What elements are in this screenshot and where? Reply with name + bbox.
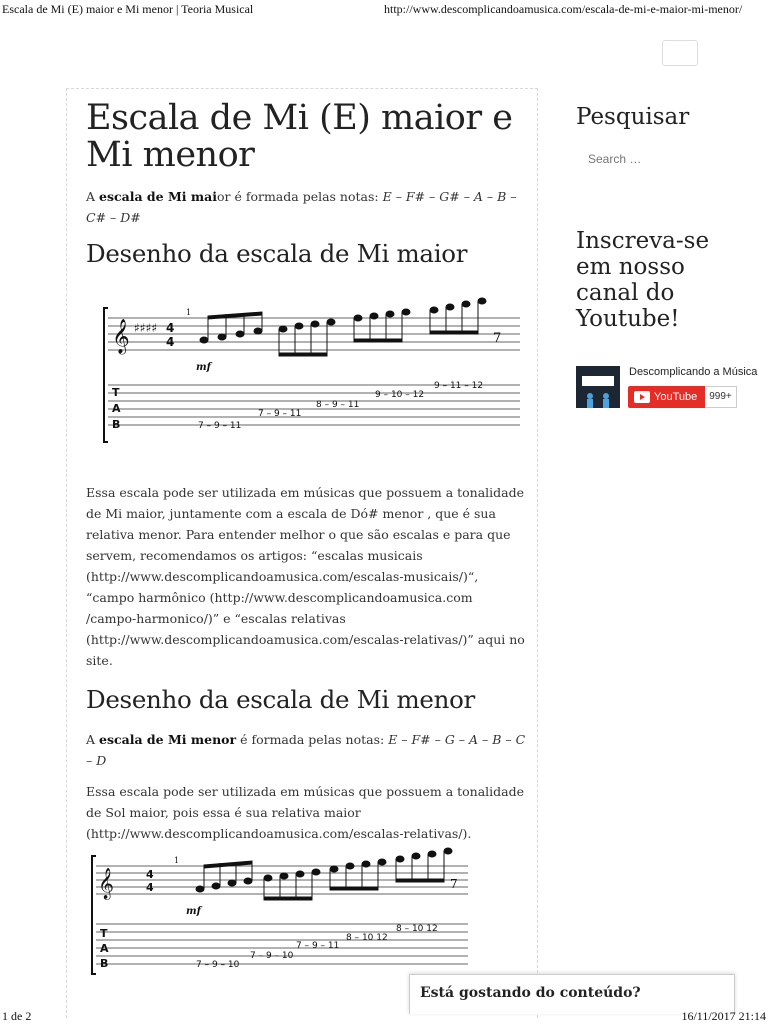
tab-fret-group: 8 – 9 – 11	[316, 400, 360, 410]
tab-label-b: B	[100, 957, 109, 970]
subscribe-widget-title: Inscreva-se em nosso canal do Youtube!	[576, 228, 710, 332]
print-page-number: 1 de 2	[2, 1009, 32, 1023]
treble-clef-icon: 𝄞	[98, 868, 114, 899]
tab-fret-group: 8 – 10 12	[346, 933, 388, 943]
youtube-subscribe-button[interactable]	[628, 386, 705, 408]
key-signature: ♯♯♯♯	[134, 321, 158, 335]
tab-label-t: T	[112, 386, 120, 399]
search-input[interactable]	[576, 148, 726, 170]
measure-number: 1	[186, 308, 192, 317]
score-minor	[88, 846, 472, 978]
tab-label-a: A	[100, 942, 109, 955]
tab-fret-group: 7 – 9 – 10	[196, 960, 240, 970]
print-footer	[0, 1008, 768, 1024]
youtube-button-label: YouTube	[654, 391, 698, 403]
dynamic-mark: mf	[186, 906, 201, 917]
sidebar	[576, 104, 768, 130]
measure-number: 1	[174, 856, 180, 865]
channel-avatar[interactable]	[576, 366, 620, 408]
time-signature-top: 4	[146, 868, 154, 881]
tab-fret-group: 7 – 9 – 10	[250, 951, 294, 961]
youtube-play-icon	[634, 391, 650, 403]
tab-label-b: B	[112, 418, 121, 431]
section-heading-minor: Desenho da escala de Mi menor	[86, 685, 475, 714]
youtube-subscribe-widget	[576, 366, 768, 410]
page-title: Escala de Mi (E) maior e Mi menor	[86, 98, 513, 175]
subscriber-count: 999+	[705, 386, 737, 408]
menu-toggle-button[interactable]	[662, 40, 698, 66]
tab-fret-group: 7 – 9 – 11	[258, 409, 302, 419]
major-usage-paragraph: Essa escala pode ser utilizada em músicas que possuem a tonalidade de Mi maior, juntamente com a escala de Dó# menor , que é sua relativa menor. Para entender melhor o que são escalas e para que servem, recomendamos os artigos: “escalas musicais (http://www.descomplicandoamusica.com/escalas-musicais/)“, “campo harmônico (http://www.descomplicandoamusica.com /campo-harmonico/)” e “escalas relativas (http://www.descomplicandoamusica.com/escalas-relativas/)” aqui no site.	[86, 485, 525, 668]
time-signature-bottom: 4	[166, 335, 175, 349]
print-page-url: http://www.descomplicandoamusica.com/escala-de-mi-e-maior-mi-menor/	[384, 2, 743, 16]
minor-usage-paragraph: Essa escala pode ser utilizada em músicas que possuem a tonalidade de Sol maior, pois essa é sua relativa maior (http://www.descomplicandoamusica.com/escalas-relativas/).	[86, 784, 525, 841]
tab-label-a: A	[112, 402, 121, 415]
article-content	[86, 100, 526, 269]
print-page-title: Escala de Mi (E) maior e Mi menor | Teoria Musical	[2, 2, 254, 16]
article-content-continued	[86, 482, 526, 844]
tab-fret-group: 9 – 11 – 12	[434, 381, 484, 391]
tab-fret-group: 7 – 9 – 11	[296, 941, 340, 951]
time-signature-bottom: 4	[146, 881, 154, 894]
minor-intro-paragraph: A escala de Mi menor é formada pelas notas: E – F# – G – A – B – C – D	[86, 732, 526, 768]
intro-paragraph: A escala de Mi maior é formada pelas notas: E – F# – G# – A – B – C# – D#	[86, 189, 517, 225]
search-widget-title: Pesquisar	[576, 104, 690, 130]
print-datetime: 16/11/2017 21:14	[681, 1009, 766, 1023]
section-heading-major: Desenho da escala de Mi maior	[86, 239, 468, 268]
tab-fret-group: 7 – 9 – 11	[198, 421, 242, 431]
rest-mark: 7	[493, 331, 502, 346]
score-major	[100, 290, 522, 448]
tab-fret-group: 9 – 10 – 12	[375, 390, 425, 400]
print-header	[0, 0, 768, 18]
time-signature-top: 4	[166, 321, 175, 335]
tab-label-t: T	[100, 927, 108, 940]
tab-fret-group: 8 – 10 12	[396, 924, 438, 934]
rest-mark: 7	[450, 877, 458, 891]
treble-clef-icon: 𝄞	[112, 319, 130, 354]
dynamic-mark: mf	[196, 362, 211, 373]
cta-text: Está gostando do conteúdo?	[420, 985, 641, 1001]
youtube-channel-name[interactable]: Descomplicando a Música	[629, 366, 758, 378]
